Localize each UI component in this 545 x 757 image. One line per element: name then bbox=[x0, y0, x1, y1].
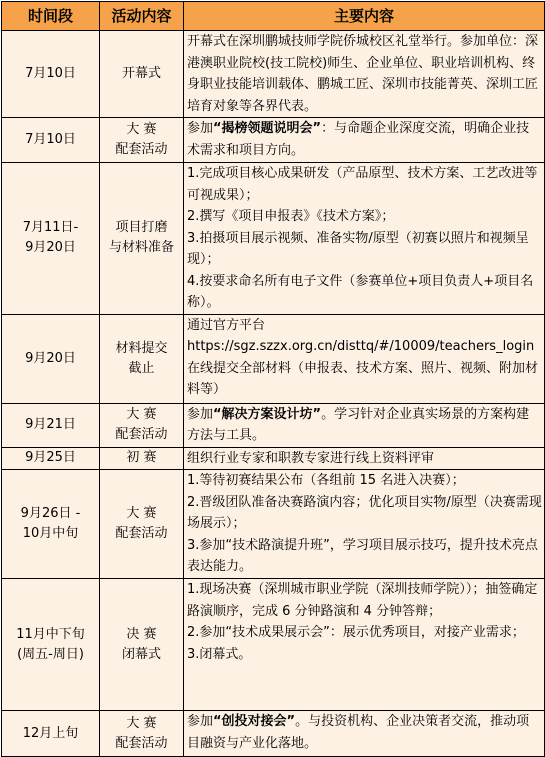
table-row bbox=[2, 711, 545, 757]
content-text: 开幕式在深圳鹏城技师学院侨城校区礼堂举行。参加单位：深港澳职业院校(技工院校)师生、企业单位、职业培训机构、终身职业技能培训载体、鹏城工匠、深圳市技能菁英、深圳工匠培育对象等各界代表。 bbox=[187, 34, 539, 114]
content-text: 2.晋级团队准备决赛路演内容；优化项目实物/原型（决赛需现场展示）； bbox=[187, 494, 542, 531]
content-text: https://sgz.szzx.org.cn/disttq/#/10009/teachers_login 在线提交全部材料（申报表、技术方案、照片、视频、附加材料等） bbox=[187, 339, 539, 397]
activity-cell bbox=[100, 711, 184, 757]
content-text: 2.参加“技术成果展示会”：展示优秀项目，对接产业需求； bbox=[187, 625, 525, 640]
header-time: 时间段 bbox=[2, 2, 100, 31]
highlight-text: “揭榜领题说明会” bbox=[213, 121, 322, 136]
activity-text: 大 赛 bbox=[126, 407, 157, 422]
content-paragraph bbox=[187, 404, 542, 447]
content-text: 1.等待初赛结果公布（各组前 15 名进入决赛）； bbox=[187, 473, 465, 488]
content-paragraph bbox=[187, 336, 542, 401]
time-text: (周五-周日) bbox=[17, 646, 84, 662]
activity-text: 开幕式 bbox=[121, 66, 161, 81]
time-text: 9月20日 bbox=[25, 240, 76, 256]
content-cell bbox=[184, 118, 545, 163]
header-activity: 活动内容 bbox=[100, 2, 184, 31]
content-text: 1.现场决赛（深圳城市职业学院（深圳技师学院））；抽签确定路演顺序，完成 6 分钟路演和 4 分钟答辩； bbox=[187, 582, 538, 619]
time-text: 9月20日 bbox=[25, 350, 76, 366]
content-paragraph bbox=[187, 711, 542, 754]
table-row bbox=[2, 470, 545, 579]
content-text: 3.闭幕式。 bbox=[187, 646, 252, 662]
content-cell bbox=[184, 314, 545, 403]
table-row bbox=[2, 31, 545, 118]
content-text: 3.参加“技术路演提升班”，学习项目展示技巧，提升技术亮点表达能力。 bbox=[187, 537, 538, 574]
highlight-text: “创投对接会” bbox=[213, 714, 296, 729]
time-cell bbox=[2, 447, 100, 470]
content-paragraph bbox=[187, 118, 542, 161]
content-cell bbox=[184, 31, 545, 118]
schedule-table bbox=[1, 1, 545, 757]
content-text: 参加 bbox=[187, 406, 214, 422]
table-row bbox=[2, 579, 545, 711]
content-cell bbox=[184, 711, 545, 757]
content-paragraph bbox=[187, 163, 542, 206]
activity-text: 大 赛 bbox=[126, 715, 157, 731]
content-text: 4.按要求命名所有电子文件（参赛单位+项目负责人+项目名称）。 bbox=[187, 273, 534, 310]
time-cell bbox=[2, 470, 100, 579]
time-text: 11月中下旬 bbox=[16, 626, 85, 642]
time-text: 7月10日 bbox=[25, 132, 76, 147]
activity-cell bbox=[100, 314, 184, 403]
content-cell bbox=[184, 163, 545, 315]
content-paragraph bbox=[187, 644, 542, 666]
time-cell bbox=[2, 403, 100, 447]
content-cell bbox=[184, 470, 545, 579]
header-content: 主要内容 bbox=[184, 2, 545, 31]
table-row bbox=[2, 118, 545, 163]
content-paragraph bbox=[187, 206, 542, 228]
table-row bbox=[2, 163, 545, 315]
time-text: 7月10日 bbox=[25, 66, 76, 81]
activity-cell bbox=[100, 447, 184, 470]
content-cell bbox=[184, 447, 545, 470]
content-cell bbox=[184, 579, 545, 711]
activity-text: 配套活动 bbox=[115, 427, 168, 442]
content-paragraph bbox=[187, 492, 542, 535]
content-paragraph bbox=[187, 579, 542, 622]
content-paragraph bbox=[187, 31, 542, 117]
highlight-text: “解决方案设计坊” bbox=[213, 406, 322, 422]
content-paragraph bbox=[187, 315, 542, 337]
time-cell bbox=[2, 579, 100, 711]
activity-text: 截止 bbox=[128, 360, 155, 376]
activity-text: 项目打磨 bbox=[115, 220, 168, 236]
content-paragraph bbox=[187, 448, 542, 470]
time-text: 9月25日 bbox=[25, 450, 76, 466]
header-row bbox=[2, 2, 545, 31]
activity-cell bbox=[100, 403, 184, 447]
activity-text: 初 赛 bbox=[126, 450, 157, 466]
time-cell bbox=[2, 31, 100, 118]
time-text: 12月上旬 bbox=[22, 725, 79, 741]
content-paragraph bbox=[187, 228, 542, 271]
time-cell bbox=[2, 118, 100, 163]
activity-text: 与材料准备 bbox=[108, 240, 174, 256]
activity-text: 闭幕式 bbox=[121, 646, 161, 662]
activity-cell bbox=[100, 118, 184, 163]
content-text: 。与投资机构、企业决策者交流，推动项目融资与产业化落地。 bbox=[187, 714, 530, 751]
content-text: 1.完成项目核心成果研发（产品原型、技术方案、工艺改进等可视成果）； bbox=[187, 166, 538, 203]
activity-text: 配套活动 bbox=[115, 526, 168, 541]
activity-text: 材料提交 bbox=[115, 340, 168, 356]
content-text: 参加 bbox=[187, 121, 214, 136]
content-cell bbox=[184, 403, 545, 447]
time-text: 10月中旬 bbox=[22, 526, 79, 541]
content-paragraph bbox=[187, 470, 542, 492]
time-text: 9月21日 bbox=[25, 417, 76, 432]
table-row bbox=[2, 403, 545, 447]
time-text: 9月26日 - bbox=[20, 506, 81, 521]
time-cell bbox=[2, 163, 100, 315]
content-text: 组织行业专家和职教专家进行线上资料评审 bbox=[187, 450, 435, 466]
time-cell bbox=[2, 314, 100, 403]
activity-cell bbox=[100, 163, 184, 315]
activity-cell bbox=[100, 31, 184, 118]
activity-text: 配套活动 bbox=[115, 142, 168, 157]
content-text: 参加 bbox=[187, 714, 214, 729]
activity-text: 大 赛 bbox=[126, 506, 157, 521]
content-text: 。学习针对企业真实场景的方案构建方法与工具。 bbox=[187, 406, 530, 443]
time-cell bbox=[2, 711, 100, 757]
activity-text: 大 赛 bbox=[126, 122, 157, 137]
content-paragraph bbox=[187, 622, 542, 644]
activity-text: 决 赛 bbox=[126, 626, 157, 642]
content-text: 通过官方平台 bbox=[187, 317, 266, 333]
activity-cell bbox=[100, 579, 184, 711]
content-paragraph bbox=[187, 271, 542, 314]
content-text: 3.拍摄项目展示视频、准备实物/原型（初赛以照片和视频呈现）； bbox=[187, 230, 529, 267]
activity-text: 配套活动 bbox=[115, 735, 168, 751]
activity-cell bbox=[100, 470, 184, 579]
table-row bbox=[2, 314, 545, 403]
content-text: 2.撰写《项目申报表》《技术方案》； bbox=[187, 209, 395, 224]
time-text: 7月11日- bbox=[22, 220, 79, 236]
table-row bbox=[2, 447, 545, 470]
content-paragraph bbox=[187, 535, 542, 578]
content-text: ：与命题企业深度交流，明确企业技术需求和项目方向。 bbox=[187, 121, 530, 158]
